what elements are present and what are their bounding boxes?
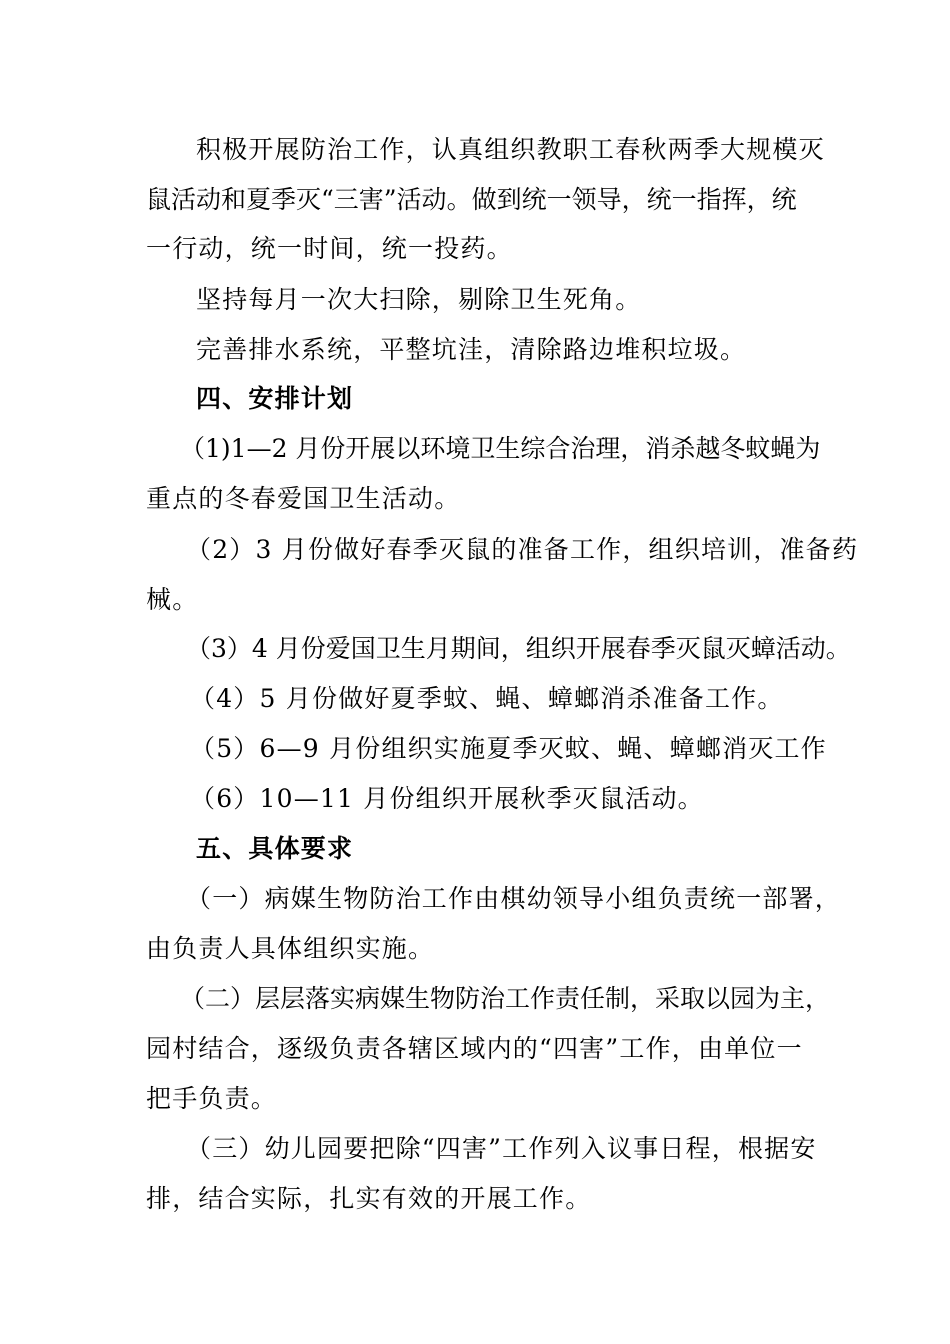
section-heading: 四、安排计划: [196, 384, 354, 413]
section-heading: 五、具体要求: [196, 834, 354, 863]
paragraph-line: （一）病媒生物防治工作由棋幼领导小组负责统一部署，: [186, 884, 842, 913]
paragraph-line: 完善排水系统，平整坑洼，清除路边堆积垃圾。: [196, 335, 747, 364]
paragraph-line: 坚持每月一次大扫除，剔除卫生死角。: [196, 285, 642, 314]
paragraph-line: 械。: [146, 585, 199, 614]
paragraph-line: （4）5 月份做好夏季蚊、蝇、蟑螂消杀准备工作。: [190, 684, 784, 713]
paragraph-line: （6）10—11 月份组织开展秋季灭鼠活动。: [190, 784, 704, 813]
paragraph-line: （二）层层落实病媒生物防治工作责任制，采取以园为主，: [180, 984, 831, 1013]
paragraph-line: （三）幼儿园要把除“四害”工作列入议事日程，根据安: [186, 1134, 817, 1163]
paragraph-line: 鼠活动和夏季灭“三害”活动。做到统一领导，统一指挥，统: [146, 185, 797, 214]
paragraph-line: 园村结合，逐级负责各辖区域内的“四害”工作，由单位一: [146, 1034, 803, 1063]
paragraph-line: （3）4 月份爱国卫生月期间，组织开展春季灭鼠灭蟑活动。: [186, 634, 851, 663]
paragraph-line: （2）3 月份做好春季灭鼠的准备工作，组织培训，准备药: [186, 535, 859, 564]
paragraph-line: （5）6—9 月份组织实施夏季灭蚊、蝇、蟑螂消灭工作: [190, 734, 827, 763]
paragraph-line: 由负责人具体组织实施。: [146, 934, 435, 963]
paragraph-line: 排，结合实际，扎实有效的开展工作。: [146, 1184, 592, 1213]
paragraph-line: 把手负责。: [146, 1084, 278, 1113]
paragraph-line: 一行动，统一时间，统一投药。: [146, 234, 513, 263]
paragraph-line: （1)1—2 月份开展以环境卫生综合治理，消杀越冬蚊蝇为: [180, 434, 821, 463]
paragraph-line: 积极开展防治工作，认真组织教职工春秋两季大规模灭: [196, 135, 825, 164]
paragraph-line: 重点的冬春爱国卫生活动。: [146, 484, 461, 513]
